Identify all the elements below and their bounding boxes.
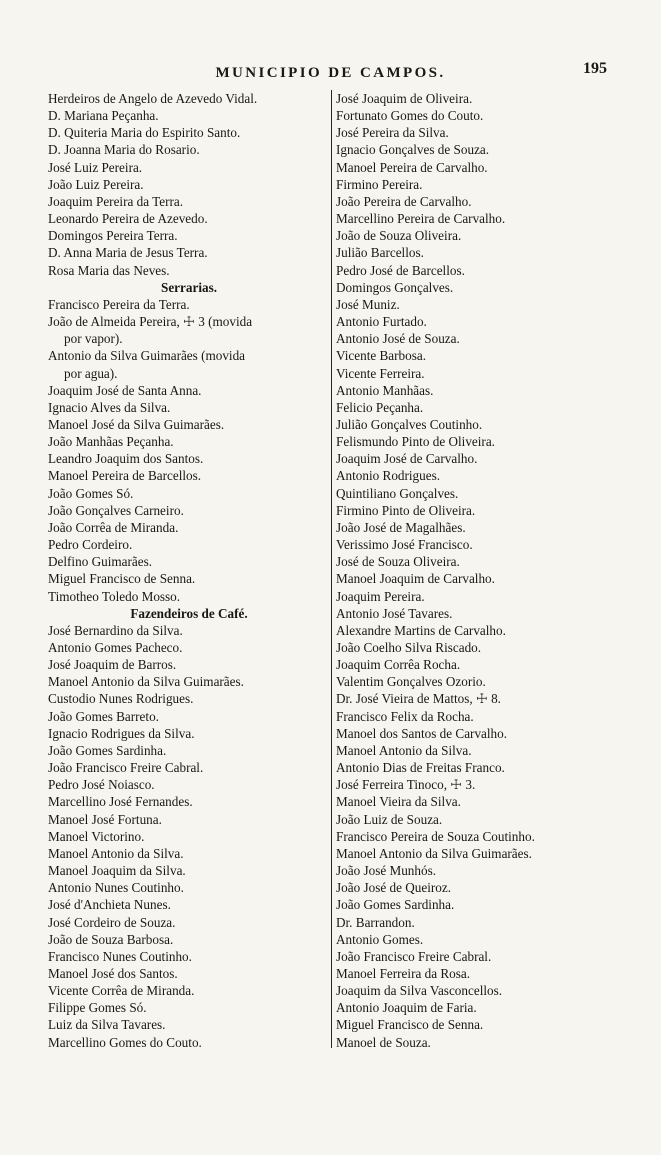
list-item: Felismundo Pinto de Oliveira. (336, 434, 495, 450)
list-item: João Manhãas Peçanha. (48, 434, 174, 450)
list-item: José Luiz Pereira. (48, 159, 143, 175)
list-item: Filippe Gomes Só. (48, 1000, 147, 1016)
list-item: Manoel Vieira da Silva. (336, 794, 461, 810)
list-item: Manoel José Fortuna. (48, 811, 162, 827)
list-item: Rosa Maria das Neves. (48, 262, 170, 278)
list-item: Valentim Gonçalves Ozorio. (336, 674, 486, 690)
list-item: Pedro José de Barcellos. (336, 262, 465, 278)
list-item: Ignacio Gonçalves de Souza. (336, 142, 490, 158)
list-item: Antonio Gomes. (336, 931, 424, 947)
list-item: José de Souza Oliveira. (336, 554, 460, 570)
list-item: José Joaquim de Barros. (48, 657, 177, 673)
page-title: MUNICIPIO DE CAMPOS. (215, 65, 446, 81)
list-item: Antonio Dias de Freitas Franco. (336, 760, 505, 776)
list-item: Timotheo Toledo Mosso. (48, 588, 181, 604)
list-item: Antonio José de Souza. (336, 331, 460, 347)
list-item: João Francisco Freire Cabral. (48, 760, 204, 776)
list-item: Leandro Joaquim dos Santos. (48, 451, 204, 467)
list-item: Quintiliano Gonçalves. (336, 485, 459, 501)
list-item: Antonio da Silva Guimarães (movida (48, 348, 246, 364)
list-item: Vicente Ferreira. (336, 365, 425, 381)
list-item: D. Joanna Maria do Rosario. (48, 142, 200, 158)
list-item: João José de Queiroz. (336, 880, 451, 896)
list-item: João José Munhós. (336, 863, 437, 879)
list-item: Leonardo Pereira de Azevedo. (48, 211, 208, 227)
list-item: Felicio Peçanha. (336, 399, 424, 415)
list-item: Joaquim José de Carvalho. (336, 451, 478, 467)
right-column (336, 90, 636, 1051)
list-item: José d'Anchieta Nunes. (48, 897, 171, 913)
list-item: Antonio Furtado. (336, 314, 427, 330)
list-item: João Gomes Só. (48, 485, 134, 501)
list-item: Ignacio Alves da Silva. (48, 399, 171, 415)
column-divider (331, 90, 332, 1048)
list-item: Miguel Francisco de Senna. (336, 1017, 484, 1033)
list-item: Manoel Antonio da Silva Guimarães. (48, 674, 244, 690)
list-item: Julião Barcellos. (336, 245, 424, 261)
list-item: José Pereira da Silva. (336, 125, 449, 141)
list-item: João Gomes Sardinha. (336, 897, 455, 913)
list-item: Manoel Antonio da Silva. (48, 845, 184, 861)
list-item: Marcellino Gomes do Couto. (48, 1034, 202, 1050)
section-heading: Fazendeiros de Café. (130, 605, 248, 621)
list-item: D. Quiteria Maria do Espirito Santo. (48, 125, 241, 141)
list-item: João Gonçalves Carneiro. (48, 502, 184, 518)
list-item: Manoel de Souza. (336, 1034, 431, 1050)
list-item: Manoel Victorino. (48, 828, 145, 844)
list-item: Manoel dos Santos de Carvalho. (336, 725, 508, 741)
list-item: Dr. José Vieira de Mattos, ☩ 8. (336, 691, 501, 707)
list-item: Domingos Gonçalves. (336, 279, 454, 295)
list-item: Manoel Pereira de Carvalho. (336, 159, 488, 175)
list-item: Joaquim José de Santa Anna. (48, 382, 202, 398)
list-item: D. Anna Maria de Jesus Terra. (48, 245, 208, 261)
page-number: 195 (583, 60, 607, 77)
list-item: João de Souza Barbosa. (48, 931, 174, 947)
list-item: João Pereira de Carvalho. (336, 193, 472, 209)
list-item: Ignacio Rodrigues da Silva. (48, 725, 195, 741)
list-item: Luiz da Silva Tavares. (48, 1017, 166, 1033)
list-item: João Luiz de Souza. (336, 811, 443, 827)
list-item: Manoel Joaquim de Carvalho. (336, 571, 495, 587)
list-item: Antonio Nunes Coutinho. (48, 880, 184, 896)
list-item: João Coelho Silva Riscado. (336, 640, 482, 655)
list-item: José Ferreira Tinoco, ☩ 3. (336, 777, 476, 793)
list-item: Joaquim da Silva Vasconcellos. (336, 983, 503, 999)
list-item: Marcellino Pereira de Carvalho. (336, 211, 506, 227)
list-item: José Muniz. (336, 296, 400, 312)
list-item: Marcellino José Fernandes. (48, 794, 193, 810)
list-item: Manoel Antonio da Silva. (336, 742, 472, 758)
list-item: Herdeiros de Angelo de Azevedo Vidal. (48, 91, 258, 106)
list-item: Manoel Ferreira da Rosa. (336, 965, 471, 981)
list-item: Verissimo José Francisco. (336, 537, 473, 553)
list-item: Firmino Pinto de Oliveira. (336, 502, 476, 518)
list-item: Francisco Pereira da Terra. (48, 296, 190, 312)
list-item: Delfino Guimarães. (48, 554, 152, 570)
list-item: Joaquim Corrêa Rocha. (336, 657, 461, 673)
list-item: Alexandre Martins de Carvalho. (336, 622, 506, 638)
list-item: Fortunato Gomes do Couto. (336, 108, 484, 124)
list-item: D. Mariana Peçanha. (48, 108, 159, 124)
list-item: João Luiz Pereira. (48, 176, 144, 192)
list-item: Manoel Antonio da Silva Guimarães. (336, 845, 532, 861)
list-item: Julião Gonçalves Coutinho. (336, 416, 483, 432)
list-item: João José de Magalhães. (336, 519, 466, 535)
list-item: Antonio José Tavares. (336, 605, 453, 621)
list-item: Manoel Joaquim da Silva. (48, 863, 186, 879)
list-item: Joaquim Pereira da Terra. (48, 193, 184, 209)
list-item: Manoel José da Silva Guimarães. (48, 416, 225, 432)
list-item: José Cordeiro de Souza. (48, 914, 176, 930)
list-item: Francisco Felix da Rocha. (336, 708, 474, 724)
list-item: Joaquim Pereira. (336, 588, 425, 604)
list-item: Domingos Pereira Terra. (48, 228, 178, 244)
list-item: Antonio Gomes Pacheco. (48, 640, 183, 655)
list-item: José Bernardino da Silva. (48, 622, 183, 638)
list-item: Vicente Barbosa. (336, 348, 427, 364)
list-item: Antonio Joaquim de Faria. (336, 1000, 477, 1016)
list-item: Custodio Nunes Rodrigues. (48, 691, 194, 707)
section-heading: Serrarias. (160, 279, 218, 295)
list-item: João de Almeida Pereira, ☩ 3 (movida (48, 314, 253, 330)
list-item: Francisco Nunes Coutinho. (48, 948, 192, 964)
list-item: Manoel Pereira de Barcellos. (48, 468, 202, 484)
left-column (48, 90, 330, 1051)
page-header (0, 62, 661, 84)
list-item: Antonio Manhãas. (336, 382, 434, 398)
list-item: Manoel José dos Santos. (48, 965, 178, 981)
list-item-continuation: por agua). (64, 365, 118, 381)
list-item-continuation: por vapor). (64, 331, 123, 347)
list-item: Miguel Francisco de Senna. (48, 571, 196, 587)
list-item: Dr. Barrandon. (336, 914, 415, 930)
list-item: José Joaquim de Oliveira. (336, 91, 473, 106)
list-item: Francisco Pereira de Souza Coutinho. (336, 828, 535, 844)
list-item: Antonio Rodrigues. (336, 468, 441, 484)
list-item: João Gomes Sardinha. (48, 742, 167, 758)
list-item: Firmino Pereira. (336, 176, 423, 192)
list-item: João Francisco Freire Cabral. (336, 948, 492, 964)
list-item: Pedro José Noiasco. (48, 777, 155, 793)
list-item: Pedro Cordeiro. (48, 537, 133, 553)
list-item: Vicente Corrêa de Miranda. (48, 983, 195, 999)
list-item: João Corrêa de Miranda. (48, 519, 179, 535)
list-item: João Gomes Barreto. (48, 708, 159, 724)
list-item: João de Souza Oliveira. (336, 228, 462, 244)
